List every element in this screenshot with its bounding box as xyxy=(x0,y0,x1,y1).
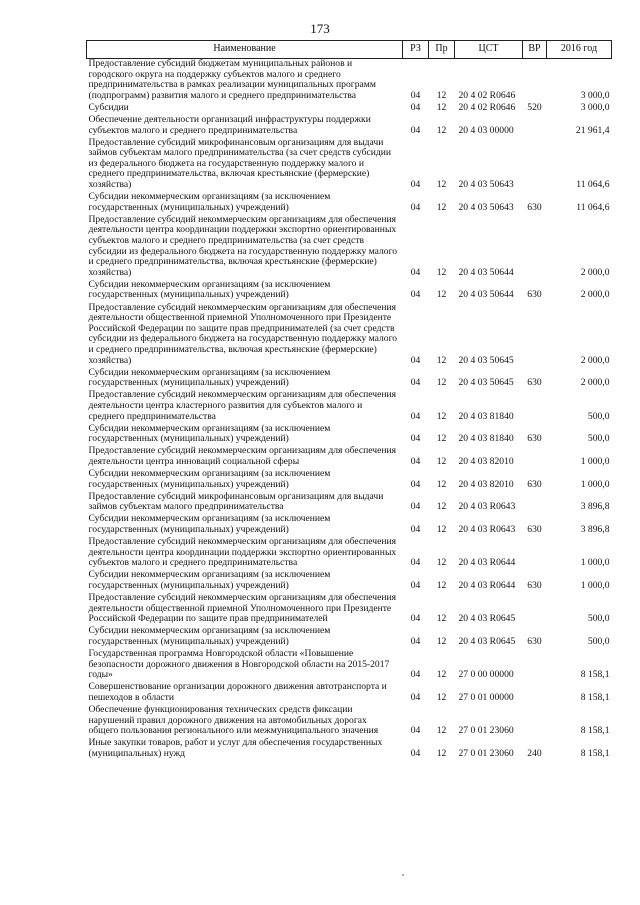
table-row xyxy=(87,192,612,215)
cell-name: Субсидии некоммерческим организациям (за исключением государственных (муниципальных) учреждений) xyxy=(88,278,331,301)
cell-pr: 12 xyxy=(436,669,447,681)
cell-sum: 8 158,1 xyxy=(580,725,610,737)
cell-name: Субсидии некоммерческим организациям (за исключением государственных (муниципальных) учреждений) xyxy=(88,366,331,389)
cell-cst: 20 4 03 00000 xyxy=(458,124,514,136)
cell-vr: 630 xyxy=(527,579,542,591)
cell-sum: 500,0 xyxy=(587,433,610,445)
cell-sum: 500,0 xyxy=(587,635,610,647)
scan-dot xyxy=(402,874,404,876)
cell-name: Совершенствование организации дорожного движения автотранспорта и пешеходов в области xyxy=(88,681,387,703)
column-header-sum: 2016 год xyxy=(547,41,612,59)
cell-sum: 500,0 xyxy=(587,410,610,422)
cell-name: Предоставление субсидий некоммерческим организациям для обеспечения деятельности общественной приемной Уполномоченного при Президенте Российской Федерации по защите прав предпринимателей (за счет средств субсидии из федерального бюджета на государственную поддержку малого и среднего предпринимательства, включая крестьянские (фермерские) хозяйства) xyxy=(88,301,398,366)
cell-pr: 12 xyxy=(436,377,447,389)
column-header-pr: Пр xyxy=(429,41,455,59)
cell-name: Предоставление субсидий некоммерческим организациям для обеспечения деятельности общественной приемной Уполномоченного при Президенте Российской Федерации по защите прав предпринимателей xyxy=(88,592,397,625)
table-row xyxy=(87,280,612,303)
cell-sum: 3 000,0 xyxy=(580,101,610,113)
cell-vr: 630 xyxy=(527,635,542,647)
cell-pr: 12 xyxy=(436,613,447,625)
cell-name: Обеспечение деятельности организаций инфраструктуры поддержки субъектов малого и среднего предпринимательства xyxy=(88,113,371,136)
cell-vr: 630 xyxy=(527,377,542,389)
cell-name: Предоставление субсидий микрофинансовым организациям для выдачи займов субъектам малого предпринимательства (за счет средств субсидии из федерального бюджета на государственную поддержку малого и среднего предпринимательства, включая крестьянские (фермерские) хозяйства) xyxy=(88,136,392,191)
cell-pr: 12 xyxy=(436,557,447,569)
cell-vr xyxy=(523,682,547,705)
column-header-rz: РЗ xyxy=(403,41,429,59)
cell-sum: 2 000,0 xyxy=(580,289,610,301)
cell-name: Предоставление субсидий бюджетам муниципальных районов и городского округа на поддержку субъектов малого и среднего предпринимательства в рамках реализации муниципальных программ (подпрограмм) развития малого и среднего предпринимательства xyxy=(88,58,376,101)
cell-pr: 12 xyxy=(436,579,447,591)
cell-cst: 20 4 03 81840 xyxy=(458,410,514,422)
cell-sum: 3 896,8 xyxy=(580,523,610,535)
cell-cst: 27 0 01 23060 xyxy=(458,725,514,737)
cell-sum: 3 896,8 xyxy=(580,501,610,513)
table-body xyxy=(87,59,612,761)
cell-pr: 12 xyxy=(436,501,447,513)
cell-pr: 12 xyxy=(436,455,447,467)
cell-cst: 27 0 01 23060 xyxy=(458,747,514,759)
cell-name: Субсидии некоммерческим организациям (за исключением государственных (муниципальных) учреждений) xyxy=(88,191,331,213)
cell-cst: 27 0 01 00000 xyxy=(458,691,514,703)
cell-vr: 630 xyxy=(527,523,542,535)
cell-name: Предоставление субсидий микрофинансовым организациям для выдачи займов субъектам малого предпринимательства xyxy=(88,490,384,513)
cell-rz: 04 xyxy=(410,124,421,136)
cell-rz: 04 xyxy=(410,201,421,213)
cell-cst: 20 4 03 50645 xyxy=(458,354,514,366)
table-row xyxy=(87,537,612,570)
cell-name: Субсидии некоммерческим организациям (за исключением государственных (муниципальных) учреждений) xyxy=(88,467,331,490)
cell-cst: 20 4 03 50645 xyxy=(458,377,514,389)
cell-cst: 20 4 03 50643 xyxy=(458,179,514,191)
cell-rz: 04 xyxy=(410,89,421,101)
cell-cst: 20 4 03 50644 xyxy=(458,289,514,301)
cell-name: Обеспечение функционирования технических средств фиксации нарушений правил дорожного движения на автомобильных дорогах общего пользования регионального или межмуниципального значения xyxy=(88,703,379,737)
cell-pr: 12 xyxy=(436,354,447,366)
cell-vr xyxy=(523,649,547,682)
cell-rz: 04 xyxy=(410,377,421,389)
table-row xyxy=(87,705,612,738)
table-row xyxy=(87,593,612,626)
cell-rz: 04 xyxy=(410,557,421,569)
table-row xyxy=(87,738,612,761)
cell-vr xyxy=(523,492,547,515)
cell-rz: 04 xyxy=(410,669,421,681)
cell-vr: 520 xyxy=(527,101,542,113)
cell-sum: 11 064,6 xyxy=(576,201,610,213)
cell-cst: 20 4 02 R0646 xyxy=(458,89,516,101)
column-header-name: Наименование xyxy=(87,41,403,59)
table-row xyxy=(87,514,612,537)
cell-vr: 630 xyxy=(527,289,542,301)
table-row xyxy=(87,215,612,280)
table-row xyxy=(87,570,612,593)
cell-rz: 04 xyxy=(410,523,421,535)
cell-sum: 2 000,0 xyxy=(580,354,610,366)
cell-name: Предоставление субсидий некоммерческим организациям для обеспечения деятельности центра координации поддержки экспортно ориентированных субъектов малого и среднего предпринимательства xyxy=(88,536,397,569)
cell-cst: 20 4 03 R0645 xyxy=(458,613,516,625)
cell-vr: 630 xyxy=(527,201,542,213)
cell-sum: 3 000,0 xyxy=(580,89,610,101)
cell-sum: 1 000,0 xyxy=(580,557,610,569)
cell-pr: 12 xyxy=(436,410,447,422)
cell-name: Предоставление субсидий некоммерческим организациям для обеспечения деятельности центра инноваций социальной сферы xyxy=(88,445,397,467)
cell-vr xyxy=(523,215,547,280)
cell-vr xyxy=(523,537,547,570)
cell-name: Субсидии некоммерческим организациям (за исключением государственных (муниципальных) учреждений) xyxy=(88,625,331,647)
table-row xyxy=(87,424,612,447)
cell-cst: 20 4 03 R0644 xyxy=(458,557,516,569)
cell-rz: 04 xyxy=(410,455,421,467)
cell-cst: 20 4 03 50643 xyxy=(458,201,514,213)
cell-cst: 20 4 03 R0643 xyxy=(458,501,516,513)
cell-name: Предоставление субсидий некоммерческим организациям для обеспечения деятельности центра кластерного развития для субъектов малого и среднего предпринимательства xyxy=(88,389,397,422)
table-row xyxy=(87,469,612,492)
cell-rz: 04 xyxy=(410,613,421,625)
cell-pr: 12 xyxy=(436,691,447,703)
cell-rz: 04 xyxy=(410,179,421,191)
cell-pr: 12 xyxy=(436,289,447,301)
cell-pr: 12 xyxy=(436,635,447,647)
cell-cst: 20 4 02 R0646 xyxy=(458,101,516,113)
cell-cst: 20 4 03 R0643 xyxy=(458,523,516,535)
table-row xyxy=(87,626,612,649)
cell-vr xyxy=(523,115,547,138)
cell-pr: 12 xyxy=(436,89,447,101)
cell-sum: 1 000,0 xyxy=(580,478,610,490)
cell-vr: 630 xyxy=(527,478,542,490)
cell-rz: 04 xyxy=(410,266,421,278)
cell-sum: 11 064,6 xyxy=(576,179,610,191)
cell-cst: 27 0 00 00000 xyxy=(458,669,514,681)
cell-cst: 20 4 03 R0644 xyxy=(458,579,516,591)
table-row xyxy=(87,303,612,368)
cell-name: Предоставление субсидий некоммерческим организациям для обеспечения деятельности центра координации поддержки экспортно ориентированных субъектов малого и среднего предпринимательства (за счет средств субсидии из федерального бюджета на государственную поддержку малого и среднего предпринимательства, включая крестьянские (фермерские) хозяйства) xyxy=(88,213,398,278)
cell-sum: 1 000,0 xyxy=(580,579,610,591)
cell-sum: 2 000,0 xyxy=(580,266,610,278)
cell-rz: 04 xyxy=(410,101,421,113)
table-row xyxy=(87,390,612,423)
cell-pr: 12 xyxy=(436,266,447,278)
cell-name: Иные закупки товаров, работ и услуг для обеспечения государственных (муниципальных) нужд xyxy=(88,737,383,759)
table-row xyxy=(87,368,612,391)
cell-name: Субсидии некоммерческим организациям (за исключением государственных (муниципальных) учреждений) xyxy=(88,569,331,591)
cell-pr: 12 xyxy=(436,725,447,737)
cell-vr xyxy=(523,446,547,469)
table-header-row xyxy=(87,41,612,59)
table-row xyxy=(87,138,612,192)
table-row xyxy=(87,492,612,515)
cell-sum: 2 000,0 xyxy=(580,377,610,389)
cell-cst: 20 4 03 R0645 xyxy=(458,635,516,647)
cell-vr xyxy=(523,138,547,192)
cell-vr xyxy=(523,303,547,368)
table-row xyxy=(87,682,612,705)
cell-pr: 12 xyxy=(436,101,447,113)
cell-vr xyxy=(523,390,547,423)
cell-rz: 04 xyxy=(410,691,421,703)
cell-rz: 04 xyxy=(410,747,421,759)
cell-sum: 500,0 xyxy=(587,613,610,625)
cell-name: Субсидии некоммерческим организациям (за исключением государственных (муниципальных) учреждений) xyxy=(88,422,331,445)
table-row xyxy=(87,649,612,682)
cell-sum: 8 158,1 xyxy=(580,669,610,681)
table-row xyxy=(87,59,612,103)
cell-name: Субсидии xyxy=(88,101,129,113)
cell-cst: 20 4 03 82010 xyxy=(458,478,514,490)
cell-sum: 21 961,4 xyxy=(575,124,610,136)
cell-sum: 8 158,1 xyxy=(580,747,610,759)
budget-table xyxy=(86,40,612,761)
cell-sum: 1 000,0 xyxy=(580,455,610,467)
cell-rz: 04 xyxy=(410,354,421,366)
cell-vr xyxy=(523,593,547,626)
cell-rz: 04 xyxy=(410,725,421,737)
cell-pr: 12 xyxy=(436,124,447,136)
column-header-cst: ЦСТ xyxy=(455,41,523,59)
cell-pr: 12 xyxy=(436,747,447,759)
cell-pr: 12 xyxy=(436,179,447,191)
cell-pr: 12 xyxy=(436,433,447,445)
cell-pr: 12 xyxy=(436,201,447,213)
cell-name: Субсидии некоммерческим организациям (за исключением государственных (муниципальных) учреждений) xyxy=(88,513,331,535)
cell-cst: 20 4 03 82010 xyxy=(458,455,514,467)
cell-rz: 04 xyxy=(410,579,421,591)
cell-rz: 04 xyxy=(410,433,421,445)
cell-rz: 04 xyxy=(410,289,421,301)
cell-cst: 20 4 03 50644 xyxy=(458,266,514,278)
cell-vr: 630 xyxy=(527,433,542,445)
cell-vr xyxy=(523,59,547,103)
table-row xyxy=(87,446,612,469)
cell-rz: 04 xyxy=(410,501,421,513)
cell-rz: 04 xyxy=(410,635,421,647)
column-header-vr: ВР xyxy=(523,41,547,59)
cell-pr: 12 xyxy=(436,478,447,490)
cell-vr: 240 xyxy=(527,747,542,759)
page-number: 173 xyxy=(310,21,330,36)
cell-rz: 04 xyxy=(410,478,421,490)
cell-cst: 20 4 03 81840 xyxy=(458,433,514,445)
cell-pr: 12 xyxy=(436,523,447,535)
table-row xyxy=(87,115,612,138)
cell-sum: 8 158,1 xyxy=(580,691,610,703)
cell-rz: 04 xyxy=(410,410,421,422)
cell-name: Государственная программа Новгородской области «Повышение безопасности дорожного движения в Новгородской области на 2015-2017 годы» xyxy=(88,647,390,681)
cell-vr xyxy=(523,705,547,738)
